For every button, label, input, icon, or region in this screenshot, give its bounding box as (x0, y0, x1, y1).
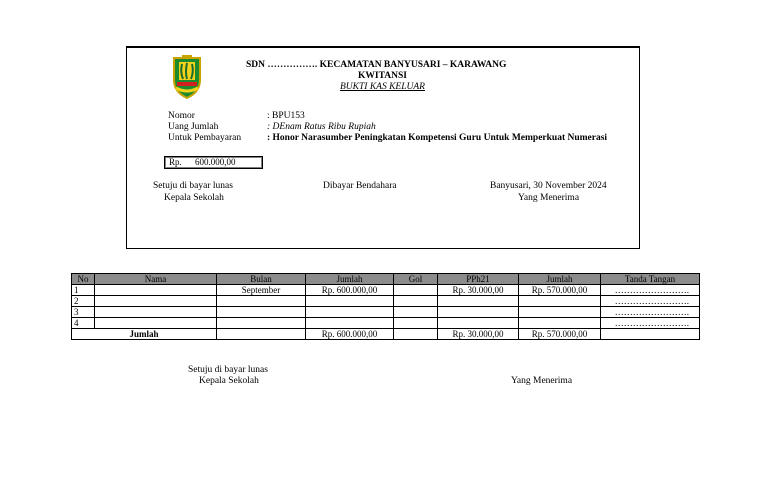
sign-recipient-label: Yang Menerima (518, 193, 580, 203)
cell-bulan: September (217, 285, 306, 296)
header-pph21: PPh21 (438, 274, 519, 285)
amount-currency: Rp. (169, 157, 182, 167)
header-no: No (72, 274, 95, 285)
cell-no: 4 (72, 318, 95, 329)
cell-signature: ……………………. (601, 296, 700, 307)
cell-jumlah (306, 307, 394, 318)
footer-approve-label: Setuju di bayar lunas (188, 365, 268, 375)
field-value-untuk-pembayaran: : Honor Narasumber Peningkatan Kompetensi Guru Untuk Memperkuat Numerasi (267, 133, 608, 143)
school-line: SDN ……………. KECAMATAN BANYUSARI – KARAWANG (246, 60, 507, 70)
cell-jumlah (306, 318, 394, 329)
cell-jumlah-net (519, 318, 601, 329)
cell-signature: ……………………. (601, 318, 700, 329)
field-label-untuk-pembayaran: Untuk Pembayaran (168, 133, 242, 143)
amount-value: 600.000,00 (195, 157, 236, 167)
cell-nama (95, 307, 217, 318)
cell-jumlah (306, 296, 394, 307)
payment-table (71, 273, 700, 340)
table-row (72, 318, 700, 329)
field-value-uang-jumlah: : DEnam Ratus Ribu Rupiah (267, 122, 376, 132)
total-signature (601, 329, 700, 340)
table-header-row (72, 274, 700, 285)
sign-approve-label: Setuju di bayar lunas (153, 181, 233, 191)
header-bulan: Bulan (217, 274, 306, 285)
field-value-nomor: : BPU153 (267, 111, 305, 121)
header-gol: Gol (394, 274, 438, 285)
cell-jumlah: Rp. 600.000,00 (306, 285, 394, 296)
cell-nama (95, 285, 217, 296)
document-subtitle: BUKTI KAS KELUAR (340, 82, 425, 92)
cell-jumlah-net: Rp. 570.000,00 (519, 285, 601, 296)
total-gol (394, 329, 438, 340)
cell-signature: ……………………. (601, 285, 700, 296)
header-nama: Nama (95, 274, 217, 285)
header-tanda-tangan: Tanda Tangan (601, 274, 700, 285)
sign-headmaster-label: Kepala Sekolah (164, 193, 224, 203)
table-row (72, 307, 700, 318)
cell-pph21 (438, 307, 519, 318)
cell-bulan (217, 296, 306, 307)
cell-bulan (217, 318, 306, 329)
sign-treasurer-label: Dibayar Bendahara (323, 181, 397, 191)
cell-nama (95, 318, 217, 329)
cell-jumlah-net (519, 296, 601, 307)
total-bulan (217, 329, 306, 340)
cell-no: 1 (72, 285, 95, 296)
cell-nama (95, 296, 217, 307)
cell-gol (394, 296, 438, 307)
cell-pph21 (438, 296, 519, 307)
header-jumlah-net: Jumlah (519, 274, 601, 285)
header-jumlah: Jumlah (306, 274, 394, 285)
total-jumlah: Rp. 600.000,00 (306, 329, 394, 340)
cell-no: 2 (72, 296, 95, 307)
document-title: KWITANSI (358, 71, 407, 81)
footer-headmaster-label: Kepala Sekolah (199, 376, 259, 386)
table-row (72, 296, 700, 307)
regency-emblem-logo (170, 54, 204, 100)
field-label-nomor: Nomor (168, 111, 195, 121)
cell-no: 3 (72, 307, 95, 318)
total-jumlah-net: Rp. 570.000,00 (519, 329, 601, 340)
footer-recipient-label: Yang Menerima (511, 376, 573, 386)
cell-gol (394, 285, 438, 296)
cell-pph21: Rp. 30.000,00 (438, 285, 519, 296)
total-pph21: Rp. 30.000,00 (438, 329, 519, 340)
cell-gol (394, 318, 438, 329)
cell-gol (394, 307, 438, 318)
cell-pph21 (438, 318, 519, 329)
total-label: Jumlah (72, 329, 217, 340)
cell-jumlah-net (519, 307, 601, 318)
cell-bulan (217, 307, 306, 318)
table-row (72, 285, 700, 296)
table-total-row (72, 329, 700, 340)
cell-signature: ……………………. (601, 307, 700, 318)
field-label-uang-jumlah: Uang Jumlah (168, 122, 219, 132)
sign-place-date: Banyusari, 30 November 2024 (490, 181, 607, 191)
